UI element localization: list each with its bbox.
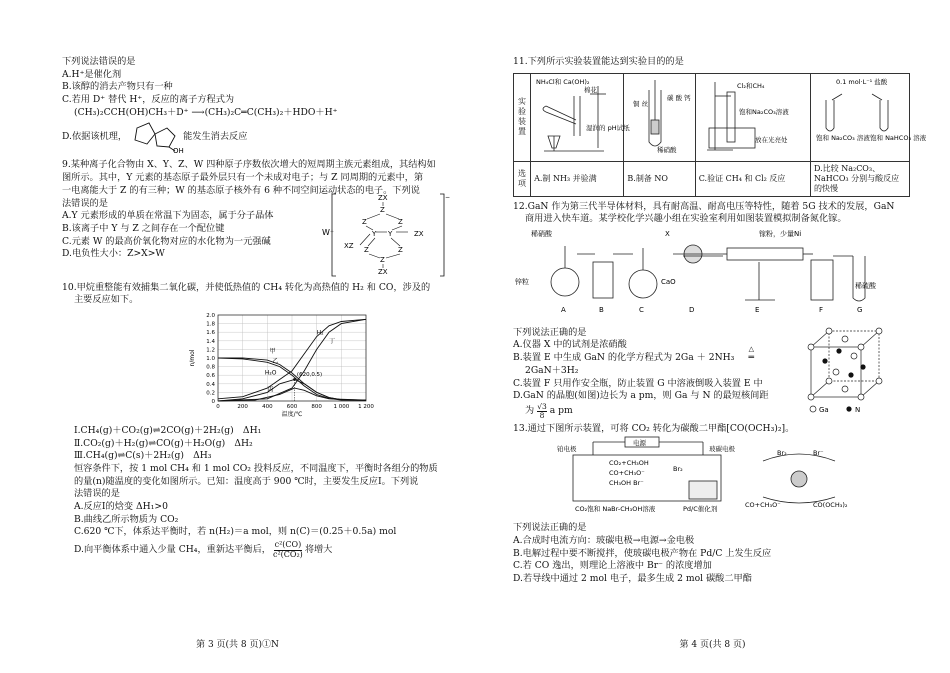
q11-title: 11.下列所示实验装置能达到实验目的的是 xyxy=(513,56,684,67)
x-tick-label: 400 xyxy=(262,403,273,410)
q10-line-2: 主要反应如下。 xyxy=(74,294,139,306)
option-d-cell: D.比较 Na₂CO₃、NaHCO₃ 分别与酸反应的快慢 xyxy=(811,161,910,196)
label-g: G xyxy=(857,306,863,315)
q10-reaction-2: Ⅱ.CO₂(g)＋H₂(g)⇌CO(g)＋H₂O(g) ΔH₂ xyxy=(74,437,253,449)
series-label-1: 丁 xyxy=(329,337,336,345)
q13-stem: 下列说法正确的是 xyxy=(513,522,587,534)
b-copper-label: 铜 丝 xyxy=(633,99,649,108)
q10-option-d-post: 将增大 xyxy=(304,544,333,556)
q10-paragraph-1: 恒容条件下，按 1 mol CH₄ 和 1 mol CO₂ 投料反应，不同温度下，平衡时各组分的物质 xyxy=(74,462,438,474)
q11-apparatus-table xyxy=(513,73,927,197)
glassy-carbon-label: 玻碳电极 xyxy=(709,445,735,454)
species-3: CH₃OH Br⁻ xyxy=(609,479,644,488)
series-label-2: 甲 xyxy=(269,347,276,355)
q8-option-c: C.若用 D⁺ 替代 H⁺，反应的离子方程式为 xyxy=(62,94,235,106)
right-footer: 第 4 页(共 8 页) xyxy=(679,639,746,650)
y-tick-label: 0 xyxy=(211,398,215,405)
z-top: Z xyxy=(380,205,385,214)
q12-option-a: A.仪器 X 中的试剂是浓硝酸 xyxy=(513,339,627,351)
q8-option-d-pre: D.依据该机理， xyxy=(62,131,128,143)
q10-paragraph-2: 的量(n)随温度的变化如图所示。已知：温度高于 900 ℃时，主要发生反应Ⅰ。下列说 xyxy=(74,475,419,487)
question-12 xyxy=(513,201,910,423)
label-e: E xyxy=(755,306,760,315)
q8-option-b: B.该醇的消去产物只有一种 xyxy=(62,81,173,93)
q13-line-1: 13.通过下图所示装置，可将 CO₂ 转化为碳酸二甲酯[CO(OCH₃)₂]。 xyxy=(513,422,795,434)
solution-label: CO₂饱和 NaBr-CH₃OH溶液 xyxy=(575,505,656,514)
y-axis-label: n/mol xyxy=(189,349,196,367)
y-tick-label: 0.2 xyxy=(206,390,215,397)
question-13 xyxy=(513,423,910,586)
w-cation-label: W⁺ xyxy=(322,227,335,237)
q12-option-b-products: 2GaN＋3H₂ xyxy=(525,364,579,376)
oh-label: OH xyxy=(173,147,184,156)
q8-option-c-equation: (CH₃)₂CCH(OH)CH₃＋D⁺ ⟶(CH₃)₂C═C(CH₃)₂＋HDO＋H⁺ xyxy=(74,106,338,118)
series-label-4: H₂O xyxy=(264,369,277,377)
b-nitric-acid-label: 稀硝酸 xyxy=(657,145,677,154)
x-tick-label: 1 000 xyxy=(333,403,350,410)
y-tick-label: 0.6 xyxy=(206,373,215,380)
c-gas-label: Cl₂和CH₄ xyxy=(736,81,765,90)
y-tick-label: 1.2 xyxy=(206,347,215,354)
q13-option-a: A.合成时电流方向：玻碳电极→电源→金电极 xyxy=(513,534,695,546)
platinum-electrode-label: 铂电极 xyxy=(557,445,577,454)
concentration-fraction xyxy=(273,541,303,560)
apparatus-d xyxy=(811,73,927,161)
q9-line-1: 9.某种离子化合物由 X、Y、Z、W 四种原子序数依次增大的短周期主族元素组成，其结构如 xyxy=(62,159,436,171)
q8-stem: 下列说法错误的是 xyxy=(62,56,136,67)
y-tick-label: 0.8 xyxy=(206,364,215,371)
q12-option-c: C.装置 F 只用作安全瓶，防止装置 G 中溶液倒吸入装置 E 中 xyxy=(513,377,763,389)
row-label-option: 选项 xyxy=(514,161,531,196)
x-axis-label: 温度/℃ xyxy=(281,410,303,418)
q10-reaction-3: Ⅲ.CH₄(g)⇌C(s)＋2H₂(g) ΔH₃ xyxy=(74,450,212,462)
y-tick-label: 1.6 xyxy=(206,330,215,337)
y-tick-label: 1.8 xyxy=(206,321,215,328)
q10-paragraph-3: 法错误的是 xyxy=(74,488,120,500)
zinc-label: 锌粒 xyxy=(515,278,529,287)
label-d: D xyxy=(689,306,695,315)
option-c-cell: C.验证 CH₄ 和 Cl₂ 反应 xyxy=(695,161,810,196)
species-1: CO₂+CH₃OH xyxy=(609,459,649,468)
cycle-br2: Br₂ xyxy=(777,449,787,458)
q8-option-d-post: 能发生消去反应 xyxy=(183,131,248,143)
ion-structure-diagram xyxy=(320,190,450,280)
b-calcium-carbonate-label: 碳 酸 钙 xyxy=(667,93,692,102)
distance-fraction-den: 8 xyxy=(539,410,545,420)
q9-line-3: 一电离能大于 Z 的有三种；W 的基态原子核外有 6 种不同空间运动状态的电子。下列说 xyxy=(62,184,420,196)
z-left: Z xyxy=(362,217,367,226)
svg-text:−: − xyxy=(445,193,451,201)
d-sodium-bicarbonate-label: 饱和 NaHCO₃ 溶液 xyxy=(870,133,927,142)
heat-arrow: △ ═ xyxy=(737,352,765,365)
dilute-sulfuric-label: 稀硫酸 xyxy=(855,282,876,291)
label-a: A xyxy=(561,306,566,315)
zx-top: ZX xyxy=(378,193,388,202)
y-tick-label: 0.4 xyxy=(206,381,215,388)
cycle-reactants: CO+CH₃O⁻ xyxy=(745,501,781,510)
a-cotton-label: 棉花 xyxy=(584,85,598,94)
q10-option-a: A.反应Ⅰ的焓变 ΔH₁>0 xyxy=(74,501,168,512)
gan-unit-cell xyxy=(803,323,889,415)
question-10 xyxy=(62,282,447,560)
q13-option-d: D.若导线中通过 2 mol 电子，最多生成 2 mol 碳酸二甲酯 xyxy=(513,572,752,584)
label-b: B xyxy=(599,306,604,315)
q8-option-d xyxy=(62,119,447,155)
spiro-alcohol-structure xyxy=(127,120,183,154)
fraction-denominator: c²(CO₂) xyxy=(272,549,303,559)
x-tick-label: 200 xyxy=(237,403,248,410)
d-sodium-carbonate-label: 饱和 Na₂CO₃ 溶液 xyxy=(816,133,870,142)
q10-option-b: B.曲线乙所示物质为 CO₂ xyxy=(74,513,179,525)
label-f: F xyxy=(819,306,824,315)
series-label-5: 丙 xyxy=(267,386,274,394)
q12-option-d: D.GaN 的晶胞(如图)边长为 a pm，则 Ga 与 N 的最短核间距 xyxy=(513,390,769,402)
z-bottom-left: Z xyxy=(364,245,369,254)
q12-stem: 下列说法正确的是 xyxy=(513,326,587,338)
c-light-label: 放在光亮处 xyxy=(754,135,788,144)
power-label: 电源 xyxy=(633,439,646,448)
q9-option-a: A.Y 元素形成的单质在常温下为固态，属于分子晶体 xyxy=(62,210,274,222)
z-right: Z xyxy=(398,217,403,226)
q10-option-d xyxy=(62,541,447,560)
row-label-apparatus: 实验 装置 xyxy=(514,73,531,161)
chart-container xyxy=(62,307,447,425)
q8-option-a: A.H⁺是催化剂 xyxy=(62,68,122,80)
d-acid-label: 0.1 mol·L⁻¹ 盐酸 xyxy=(836,77,888,86)
a-ph-paper-label: 湿润的 pH试纸 xyxy=(586,123,630,132)
fraction-numerator: c²(CO) xyxy=(274,540,302,550)
cao-label: CaO xyxy=(661,278,676,287)
q10-reaction-1: Ⅰ.CH₄(g)＋CO₂(g)⇌2CO(g)＋2H₂(g) ΔH₁ xyxy=(74,424,262,436)
y-right: Y xyxy=(388,229,393,238)
distance-fraction-num: √3 xyxy=(537,401,547,411)
species-4: Br₂ xyxy=(673,465,683,474)
distance-fraction xyxy=(537,403,547,420)
funnel-x-label: X xyxy=(665,230,670,239)
dilute-nitric-label: 稀硝酸 xyxy=(531,230,552,239)
c-solution-label: 饱和Na₂CO₃溶液 xyxy=(738,107,789,116)
q12-line-1: 12.GaN 作为第三代半导体材料，具有耐高温、耐高电压等特性，随着 5G 技术的发展，GaN xyxy=(513,200,895,212)
q9-line-4: 法错误的是 xyxy=(62,197,108,209)
label-c: C xyxy=(639,306,644,315)
q13-option-b: B.电解过程中要不断搅拌，使玻碳电极产物在 Pd/C 上发生反应 xyxy=(513,547,772,559)
species-2: CO+CH₃O⁻ xyxy=(609,469,645,478)
equilibrium-chart xyxy=(180,309,380,425)
q9-option-d: D.电负性大小：Z>X>W xyxy=(62,248,165,260)
series-label-3: 乙 xyxy=(272,358,279,366)
annotation-label: (620,0.5) xyxy=(296,371,323,378)
y-left: Y xyxy=(372,229,377,238)
catalyst-label: Pd/C催化剂 xyxy=(683,505,718,514)
gallium-label: 镓粉，少量Ni xyxy=(759,230,802,239)
left-footer: 第 3 页(共 8 页)①N xyxy=(196,639,279,650)
q12-option-d-pre: 为 xyxy=(525,404,535,416)
x-tick-label: 1 200 xyxy=(358,403,374,410)
x-tick-label: 600 xyxy=(286,403,298,410)
option-a-cell: A.制 NH₃ 并验满 xyxy=(531,161,624,196)
q13-option-c: C.若 CO 逸出，则理论上溶液中 Br⁻ 的浓度增加 xyxy=(513,560,712,572)
zx-right: ZX xyxy=(414,229,424,238)
gan-apparatus-diagram xyxy=(513,226,903,322)
xz-left: XZ xyxy=(344,241,354,250)
x-tick-label: 800 xyxy=(311,403,322,410)
q10-line-1: 10.甲烷重整能有效捕集二氧化碳，并使低热值的 CH₄ 转化为高热值的 H₂ 和 CO，涉及的 xyxy=(62,281,431,293)
q12-option-b-text: B.装置 E 中生成 GaN 的化学方程式为 2Ga ＋ 2NH₃ xyxy=(513,352,735,364)
ga-legend: Ga xyxy=(819,405,829,414)
apparatus-b xyxy=(624,73,695,161)
q9-option-b: B.该离子中 Y 与 Z 之间存在一个配位键 xyxy=(62,222,225,234)
q10-option-d-pre: D.向平衡体系中通入少量 CH₄，重新达平衡后， xyxy=(74,544,271,556)
question-9 xyxy=(62,159,451,277)
q10-option-c: C.620 ℃下，体系达平衡时，若 n(H₂)＝a mol，则 n(C)＝(0.25＋0.5a) mol xyxy=(74,526,397,538)
y-tick-label: 1.4 xyxy=(206,338,215,345)
q12-line-2: 商用进入快车道。某学校化学兴趣小组在实验室利用如图装置模拟制备氮化镓。 xyxy=(525,213,847,225)
y-tick-label: 2.0 xyxy=(206,312,215,319)
zx-bottom: ZX xyxy=(378,267,388,276)
series-label-0: H₂ xyxy=(316,329,324,337)
n-legend: N xyxy=(855,405,861,414)
heat-symbol: △ xyxy=(748,345,754,354)
apparatus-a xyxy=(531,73,630,161)
z-bottom-right: Z xyxy=(398,245,403,254)
q9-line-2: 图所示。其中，Y 元素的基态原子最外层只有一个未成对电子；与 Z 同周期的元素中，第 xyxy=(62,172,424,184)
option-b-cell: B.制备 NO xyxy=(624,161,695,196)
q12-option-d-post: a pm xyxy=(549,404,573,416)
cycle-br-: Br⁻ xyxy=(813,449,824,458)
a-reagent-label: NH₄Cl和 Ca(OH)₂ xyxy=(536,77,590,86)
z-bottom: Z xyxy=(380,255,385,264)
apparatus-c xyxy=(695,73,810,161)
electrolysis-diagram xyxy=(513,435,903,517)
cycle-product: CO(OCH₃)₂ xyxy=(813,501,848,510)
right-page xyxy=(475,0,950,673)
x-tick-label: 0 xyxy=(216,403,220,410)
q9-option-c: C.元素 W 的最高价氧化物对应的水化物为一元强碱 xyxy=(62,235,271,247)
y-tick-label: 1.0 xyxy=(206,355,215,362)
